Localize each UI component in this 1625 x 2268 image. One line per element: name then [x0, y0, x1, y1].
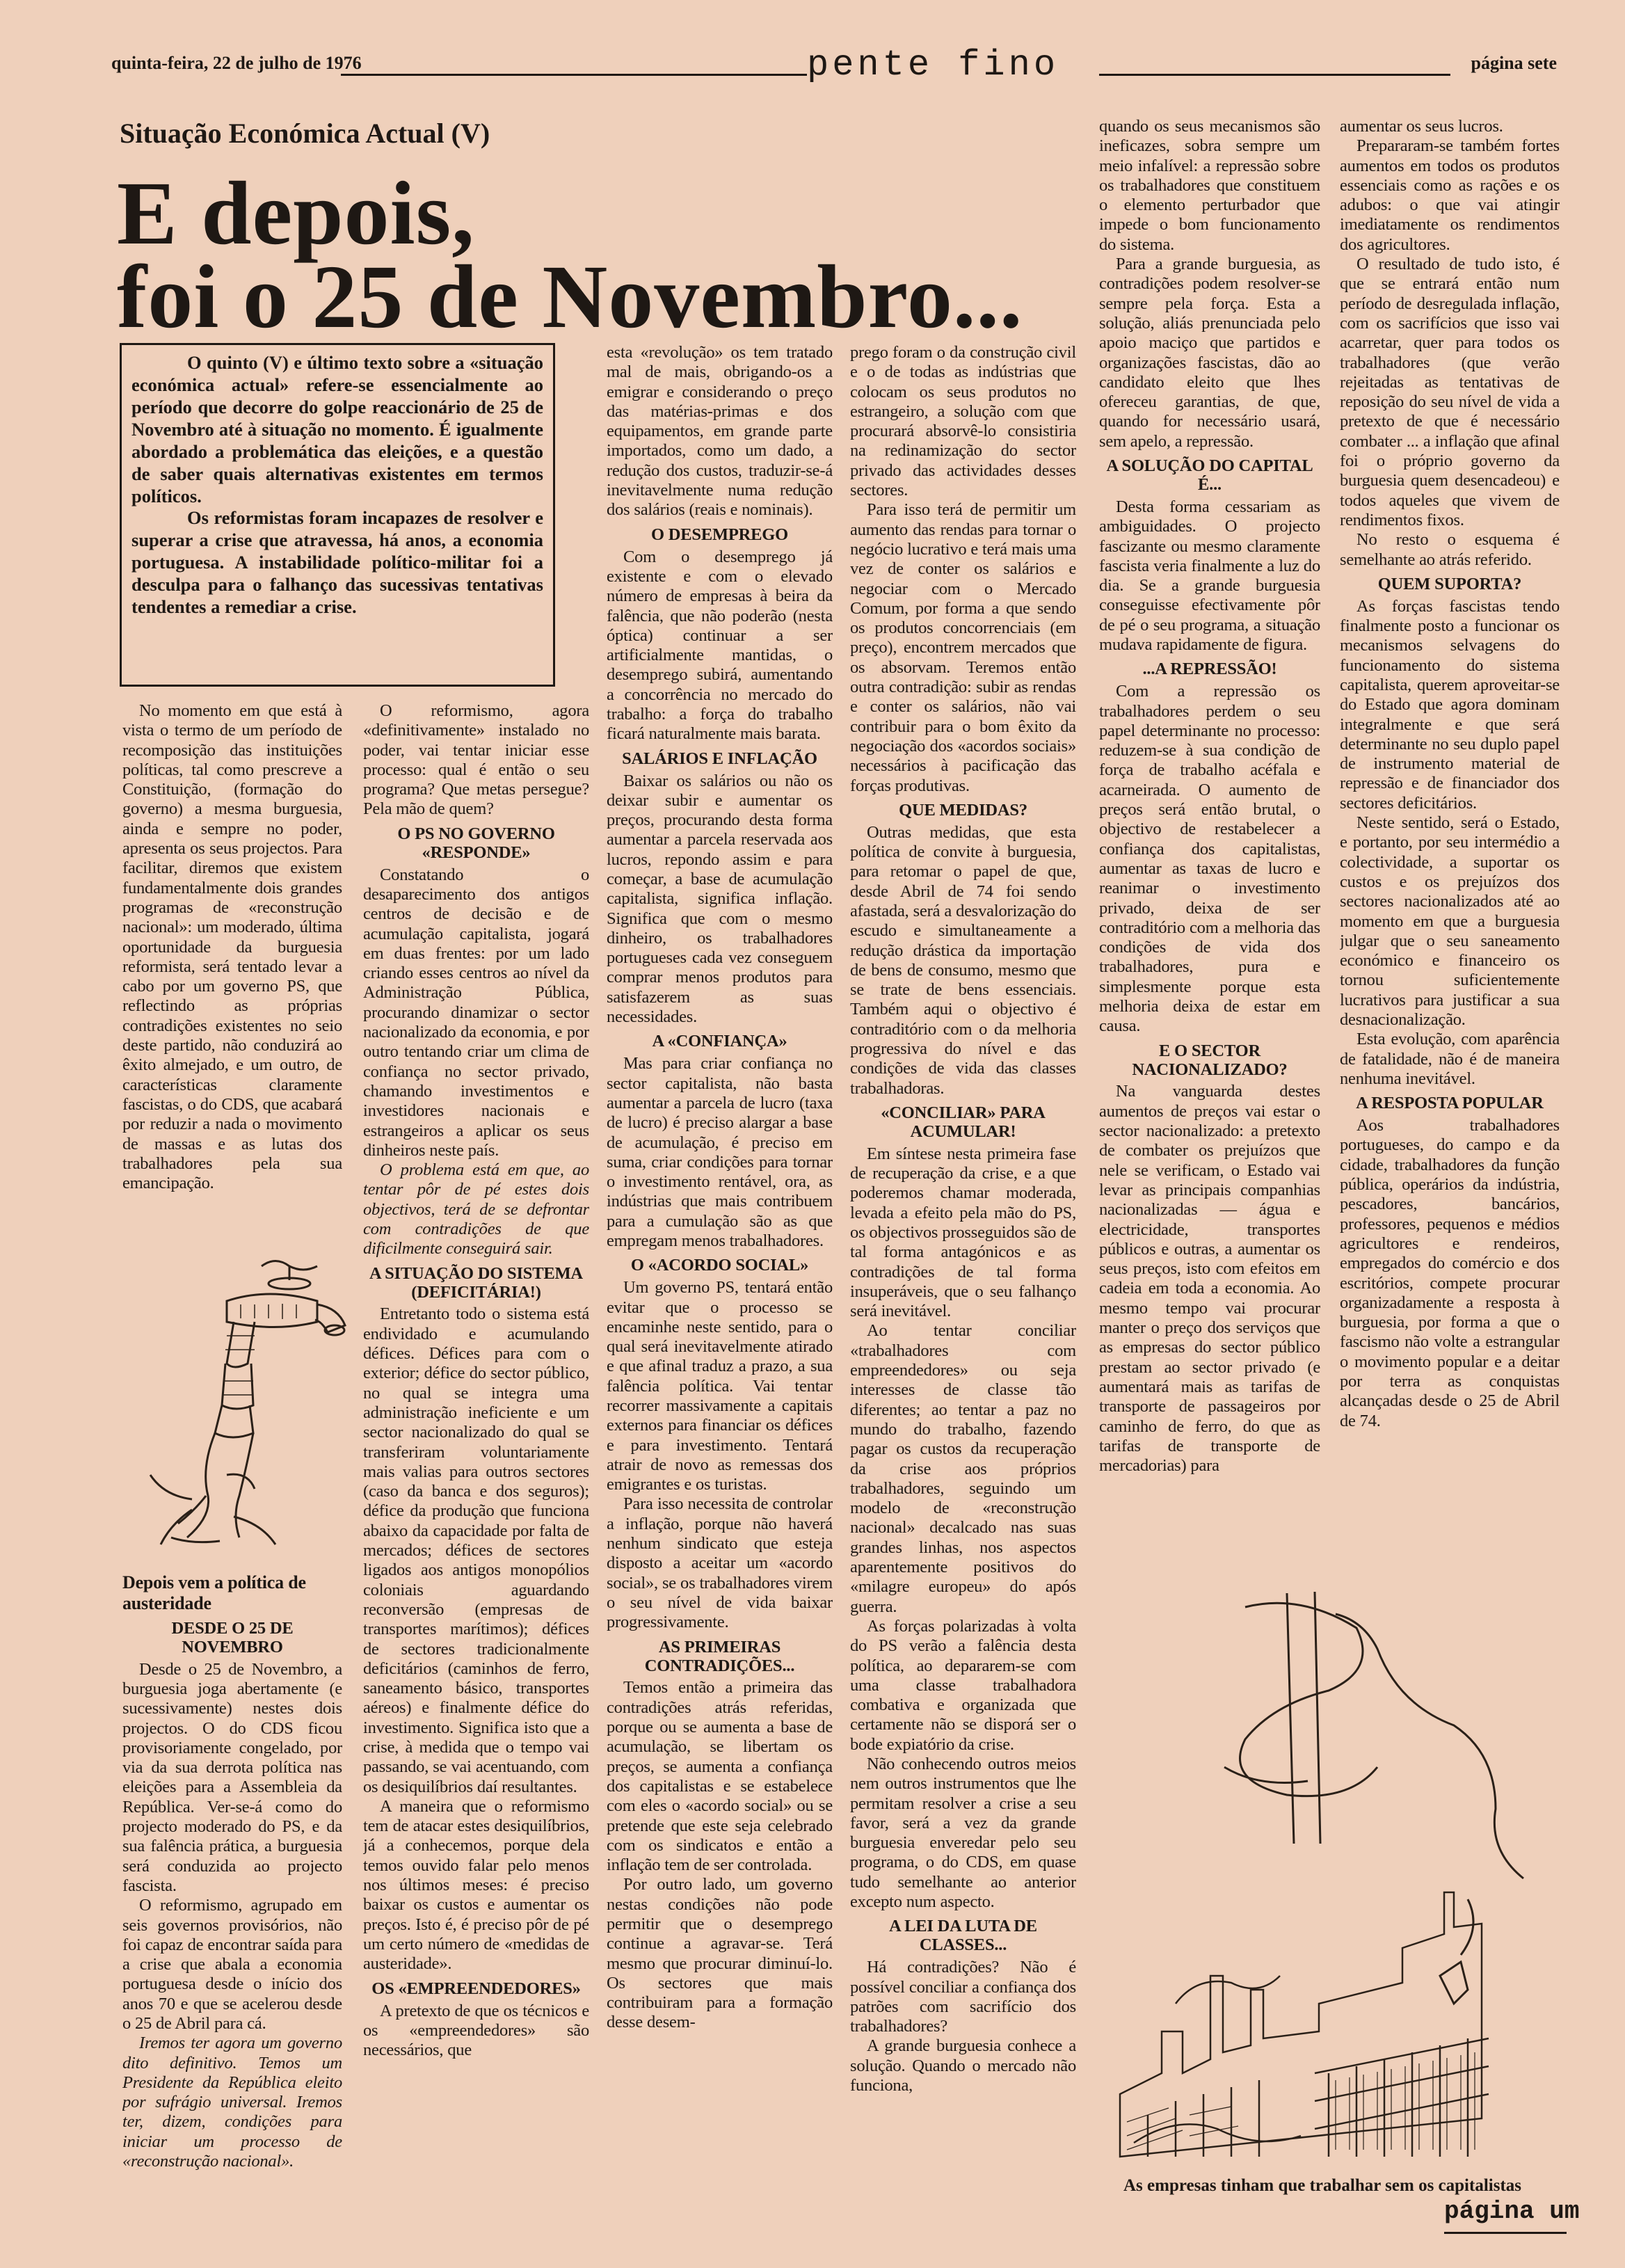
paragraph: Temos então a primeira das contradições atrás referidas, porque ou se aumenta a base de acumulação, se libertam os preços, se aumenta a confiança dos capitalistas e se estabelece com eles o «acordo social» ou se pretende que este seja celebrado com os sindicatos e então a inflação tem de ser controlada. [607, 1678, 833, 1875]
paragraph: A pretexto de que os técnicos e os «empreendedores» são necessários, que [363, 2001, 589, 2060]
page-number-label: página sete [1471, 53, 1557, 73]
paragraph: prego foram o da construção civil e o de todas as indústrias que colocam os seus produtos no estrangeiro, a solução com que procurará absorvê-lo consistiria na redinamização do sector privado das actividades desses sectores. [850, 343, 1076, 500]
paragraph: Na vanguarda destes aumentos de preços vai estar o sector nacionalizado: a pretexto de combater os prejuízos que nele se verificam, o Estado vai levar as principais companhias nacionalizadas — água e electricidade, transportes públicos e outras, a aumentar os seus preços, isto com efeitos em cadeia em toda a economia. Ao mesmo tempo vai procurar manter o preço dos serviços que as empresas do sector público prestam ao sector privado (e aumentará mais as tarifas de transporte de passageiros por caminho de ferro, do que as tarifas de transporte de mercadorias) para [1099, 1082, 1320, 1476]
column-5 [1099, 117, 1320, 1590]
section-heading: SALÁRIOS E INFLAÇÃO [622, 749, 817, 768]
issue-date: quinta-feira, 22 de julho de 1976 [111, 53, 362, 73]
section-heading: QUE MEDIDAS? [899, 800, 1027, 820]
section-heading: «CONCILIAR» PARA ACUMULAR! [881, 1103, 1046, 1141]
section-heading: E O SECTOR NACIONALIZADO? [1132, 1041, 1288, 1079]
section-heading: A LEI DA LUTA DE CLASSES... [889, 1917, 1037, 1955]
intro-paragraph: Os reformistas foram incapazes de resolver e superar a crise que atravessa, há anos, a economia portuguesa. A instabilidade político-militar foi a desculpa para o falhanço das sucessivas tentativas tendentes a remediar a crise. [131, 507, 543, 618]
paragraph: Mas para criar confiança no sector capitalista, não basta aumentar a parcela de lucro (taxa de lucro) é preciso alargar a base de acumulação, é preciso em suma, criar condições para tornar o investimento rentável, ora, as indústrias que mais contribuem para a cumulação são as que empregam menos trabalhadores. [607, 1054, 833, 1250]
paragraph: Não conhecendo outros meios nem outros instrumentos que lhe permitam resolver a crise a seu favor, será a vez da grande burguesia enveredar pelo seu programa, o do CDS, em quase tudo semelhante ao anterior excepto num aspecto. [850, 1755, 1076, 1912]
section-heading: ...A REPRESSÃO! [1142, 660, 1277, 679]
headline-line-2: foi o 25 de Novembro... [117, 246, 1023, 347]
paragraph: As forças fascistas tendo finalmente posto a funcionar os mecanismos selvagens do funcionamento do sistema capitalista, querem aproveitar-se do Estado que agora dominam integralmente e que será determinante no seu duplo papel de instrumento material de repressão e de financiador dos sectores deficitários. [1340, 596, 1560, 813]
paragraph: A grande burguesia conhece a solução. Quando o mercado não funciona, [850, 2036, 1076, 2095]
footer-page-label: página um [1444, 2197, 1580, 2226]
paragraph: As forças polarizadas à volta do PS verão a falência desta política, ao depararem-se com uma classe trabalhadora combativa e organizada que certamente não se disporá ser o bode expiatório da crise. [850, 1616, 1076, 1754]
section-heading: A SOLUÇÃO DO CAPITAL É... [1106, 456, 1313, 494]
paragraph: O resultado de tudo isto, é que se entrará então num período de desregulada inflação, com os sacrifícios que isso vai acarretar, quer para todos os trabalhadores (que verão rejeitadas as tentativas de reposição do seu nível de vida a pretexto de que é necessário combater ... a inflação que afinal foi o próprio governo da burguesia quem desencadeou) e todos aqueles que vivem de rendimentos fixos. [1340, 255, 1560, 529]
section-heading: O «ACORDO SOCIAL» [630, 1256, 809, 1275]
page-header [111, 45, 1557, 86]
section-heading: AS PRIMEIRAS CONTRADIÇÕES... [644, 1637, 795, 1675]
paragraph: Aos trabalhadores portugueses, do campo e da cidade, trabalhadores da função pública, operários da indústria, pescadores, bancários, professores, pequenos e médios agricultores e rendeiros, empregados do comércio e dos escritórios, compete procurar organizadamente a resposta à burguesia, por forma a que o fascismo não volte a estrangular o movimento popular e a deitar por terra as conquistas alcançadas desde o 25 de Abril de 74. [1340, 1116, 1560, 1430]
section-heading: A SITUAÇÃO DO SISTEMA (DEFICITÁRIA!) [369, 1263, 583, 1302]
paragraph: Desta forma cessariam as ambiguidades. O projecto fascizante ou mesmo claramente fascista veria finalmente a luz do dia. Se a grande burguesia conseguisse efectivamente pôr de pé o seu programa, a situação mudava rapidamente de figura. [1099, 497, 1320, 654]
paragraph: Esta evolução, com aparência de fatalidade, não é de maneira nenhuma inevitável. [1340, 1030, 1560, 1088]
paragraph: Para a grande burguesia, as contradições podem resolver-se sempre pela força. Esta a solução, aliás prenunciada pelo apoio maciço que partidos e organizações fascistas, dão ao candidato eleito que lhes ofereceu garantias, de que, quando for necessário usará, sem apelo, a repressão. [1099, 255, 1320, 451]
illustration-caption: Depois vem a política de austeridade [122, 1572, 306, 1613]
column-2 [363, 701, 589, 2233]
faucet-illustration [122, 1245, 352, 1565]
paragraph: Outras medidas, que esta política de convite à burguesia, para retomar o papel de que, desde Abril de 74 foi sendo afastada, será a desvalorização do escudo e simultaneamente a redução drástica da importação de bens de consumo, mesmo que se trate de bens essenciais. Também aqui o objectivo é contraditório com o da melhoria progressiva do nível e das condições de vida das classes trabalhadoras. [850, 822, 1076, 1098]
paragraph: No resto o esquema é semelhante ao atrás referido. [1340, 530, 1560, 569]
paragraph: Neste sentido, será o Estado, e portanto, por seu intermédio a colectividade, a suportar os custos e os prejuízos dos sectores nacionalizados até ao momento em que a burguesia julgar que o seu saneamento económico e financeiro os tornou suficientemente lucrativos para justificar a sua desnacionalização. [1340, 813, 1560, 1029]
section-heading: A «CONFIANÇA» [652, 1032, 787, 1051]
series-title: Situação Económica Actual (V) [120, 118, 490, 149]
paragraph: Entretanto todo o sistema está endividado e acumulando défices. Défices para com o exterior; défice do sector público, no qual se integra uma administração ineficiente e um sector nacionalizado do qual se transferiram voluntariamente mais valias para outros sectores (caso da banca e dos seguros); défice da produção que funciona abaixo da capacidade por falta de mercados; défices de sectores ligados aos antigos monopólios coloniais aguardando reconversão (empresas de transportes marítimos); défices de sectores tradicionalmente deficitários (caminhos de ferro, saneamento básico, transportes aéreos) e finalmente défice do investimento. Significa isto que a crise, à medida que o tempo vai passando, se vai acentuando, com os desiquilíbrios daí resultantes. [363, 1304, 589, 1796]
section-heading: O PS NO GOVERNO «RESPONDE» [397, 824, 555, 862]
section-heading: DESDE O 25 DE NOVEMBRO [171, 1618, 294, 1656]
section-heading: O DESEMPREGO [650, 525, 789, 544]
paragraph: Em síntese nesta primeira fase de recuperação da crise, e a que poderemos chamar moderada, levada a efeito pela mão do PS, os objectivos prosseguidos são de tal forma antagónicos e as contradições de tal forma insuperáveis, que o seu falhanço será inevitável. [850, 1144, 1076, 1321]
paragraph: Para isso necessita de controlar a inflação, porque não haverá nenhum sindicato que esteja disposto a aceitar um «acordo social», se os trabalhadores virem o seu nível de vida baixar progressivamente. [607, 1494, 833, 1632]
header-rule-left [341, 74, 807, 76]
paragraph: Para isso terá de permitir um aumento das rendas para tornar o negócio lucrativo e terá mais uma vez de conter os salários e negociar com o Mercado Comum, por forma a que sendo os produtos concorrenciais (em preço), encontrem mercados que os absorvam. Teremos então outra contradição: subir as rendas e conter os salários, não vai contribuir para o bom êxito da negociação dos «acordos sociais» necessários à pacificação das forças produtivas. [850, 500, 1076, 795]
paragraph: aumentar os seus lucros. [1340, 117, 1503, 136]
paragraph: Prepararam-se também fortes aumentos em todos os produtos essenciais como as rações e os adubos: o que vai atingir imediatamente os rendimentos dos agricultores. [1340, 136, 1560, 254]
paragraph: Constatando o desaparecimento dos antigos centros de decisão e de acumulação capitalista, jogará em duas frentes: por um lado criando esses centros ao nível da Administração Pública, procurando dinamizar o sector nacionalizado da economia, e por outro tentando criar um clima de confiança no sector privado, chamando investimentos e investidores nacionais e estrangeiros a aplicar os seus dinheiros neste país. [363, 865, 589, 1160]
column-1-bottom [122, 1565, 342, 2233]
section-heading: QUEM SUPORTA? [1377, 574, 1522, 593]
paragraph: Com a repressão os trabalhadores perdem o seu papel determinante no processo: reduzem-se à sua condição de força de trabalho acéfala e acarneirada. O aumento de preços será então brutal, o objectivo de restabelecer a confiança dos capitalistas, aumentar as taxas de lucro e reanimar o investimento privado, deixa de ser contraditório com a melhoria das condições de vida dos trabalhadores, pura e simplesmente porque esta melhoria deixa de estar em causa. [1099, 682, 1320, 1036]
headline [117, 163, 1091, 347]
header-rule-right [1099, 74, 1450, 76]
column-3 [607, 343, 833, 2233]
paragraph: esta «revolução» os tem tratado mal de mais, obrigando-os a emigrar e considerando o preço das matérias-primas e dos equipamentos, em grande parte importados, como um dado, a redução dos custos, traduzir-se-á inevitavelmente numa redução dos salários (reais e nominais). [607, 343, 833, 520]
factory-illustration [1106, 1586, 1558, 2171]
paragraph: O reformismo, agora «definitivamente» instalado no poder, vai tentar iniciar esse processo: qual é então o seu programa? Que metas persegue? Pela mão de quem? [363, 701, 589, 819]
paragraph: No momento em que está à vista o termo de um período de recomposição das instituições políticas, tal como prescreve a Constituição, (formação do governo) a mesma burguesia, ainda e sempre no poder, apresenta os seus projectos. Para facilitar, diremos que existem fundamentalmente dois grandes programas de «reconstrução nacional»: um moderado, última oportunidade da burguesia reformista, será tentado levar a cabo por um governo PS, que reflectindo as próprias contradições existentes no seio deste partido, não conduzirá ao êxito almejado, e um outro, de características claramente fascistas, o do CDS, que acabará por reduzir a nada o movimento de massas e as lutas dos trabalhadores pela sua emancipação. [122, 701, 342, 1193]
footer-rule [1444, 2232, 1567, 2234]
paragraph: Com o desemprego já existente e com o elevado número de empresas à beira da falência, que não poderão (nesta óptica) continuar a ser artificialmente mantidas, o desemprego subirá, aumentando a concorrência no mercado do trabalho: a força do trabalho ficará naturalmente mais barata. [607, 547, 833, 744]
illustration-caption: As empresas tinham que trabalhar sem os capitalistas [1123, 2176, 1521, 2195]
section-heading: OS «EMPREENDEDORES» [371, 1979, 581, 1998]
paragraph: Desde o 25 de Novembro, a burguesia joga abertamente (e sucessivamente) nestes dois projectos. O do CDS ficou provisoriamente congelado, por via da sua derrota política nas eleições para a Assembleia da República. Ver-se-á como do projecto moderado do PS, e da sua falência prática, a burguesia será conduzida ao projecto fascista. [122, 1659, 342, 1895]
paragraph: O reformismo, agrupado em seis governos provisórios, não foi capaz de encontrar saída para a crise que abala a economia portuguesa desde o início dos anos 70 e que se acelerou desde o 25 de Abril para cá. [122, 1896, 342, 2033]
paragraph: quando os seus mecanismos são ineficazes, sobra sempre um meio infalível: a repressão sobre os trabalhadores que constituem o elemento perturbador que impede o bom funcionamento do sistema. [1099, 117, 1320, 254]
paragraph: Iremos ter agora um governo dito definitivo. Temos um Presidente da República eleito por sufrágio universal. Iremos ter, dizem, condições para iniciar um processo de «reconstrução nacional». [122, 2034, 342, 2171]
paragraph: O problema está em que, ao tentar pôr de pé estes dois objectivos, terá de se defrontar com contradições de que dificilmente conseguirá sair. [363, 1160, 589, 1259]
column-1-top [122, 701, 342, 1237]
intro-paragraph: O quinto (V) e último texto sobre a «situação económica actual» refere-se essencialmente ao período que decorre do golpe reaccionário de 25 de Novembro até à situação no momento. É igualmente abordado a problemática das eleições, e a questão de saber quais alternativas existentes em termos políticos. [131, 352, 543, 506]
paragraph: Baixar os salários ou não os deixar subir e aumentar os preços, procurando desta forma aumentar a parcela reservada aos lucros, repondo assim e para começar, a base de acumulação capitalista, significa inflação. Significa que com o mesmo dinheiro, os trabalhadores portugueses cada vez conseguem comprar menos produtos para satisfazerem as suas necessidades. [607, 771, 833, 1027]
paragraph: Ao tentar conciliar «trabalhadores com empreendedores» ou seja interesses de classe tão diferentes; ao tentar a paz no mundo do trabalho, fazendo pagar os custos da recuperação da crise aos próprios trabalhadores, seguindo um modelo de «reconstrução nacional» decalcado nas suas grandes linhas, nos aspectos aparentemente positivos do «milagre europeu» do após guerra. [850, 1321, 1076, 1616]
paragraph: Um governo PS, tentará então evitar que o processo se encaminhe neste sentido, para o qual será inevitavelmente atirado e que afinal traduz a prazo, a sua falência política. Vai tentar recorrer massivamente a capitais externos para financiar os défices e para investimento. Tentará atrair de novo as remessas dos emigrantes e os turistas. [607, 1278, 833, 1494]
paragraph: Por outro lado, um governo nestas condições não pode permitir que o desemprego continue a agravar-se. Terá mesmo que procurar diminuí-lo. Os sectores que mais contribuiram para a formação desse desem- [607, 1875, 833, 2032]
paragraph: Há contradições? Não é possível conciliar a confiança dos patrões com sacrifício dos trabalhadores? [850, 1958, 1076, 2036]
headline-line-1: E depois, [117, 163, 475, 264]
intro-box [120, 343, 555, 687]
newspaper-title: pente fino [807, 45, 1059, 86]
column-4 [850, 343, 1076, 2233]
column-6 [1340, 117, 1560, 1590]
paragraph: A maneira que o reformismo tem de atacar estes desiquilíbrios, já a conhecemos, porque dela temos ouvido falar pelo menos nos últimos meses: é preciso baixar os custos e aumentar os preços. Isto é, é preciso pôr de pé um certo número de «medidas de austeridade». [363, 1796, 589, 1974]
section-heading: A RESPOSTA POPULAR [1356, 1094, 1544, 1113]
